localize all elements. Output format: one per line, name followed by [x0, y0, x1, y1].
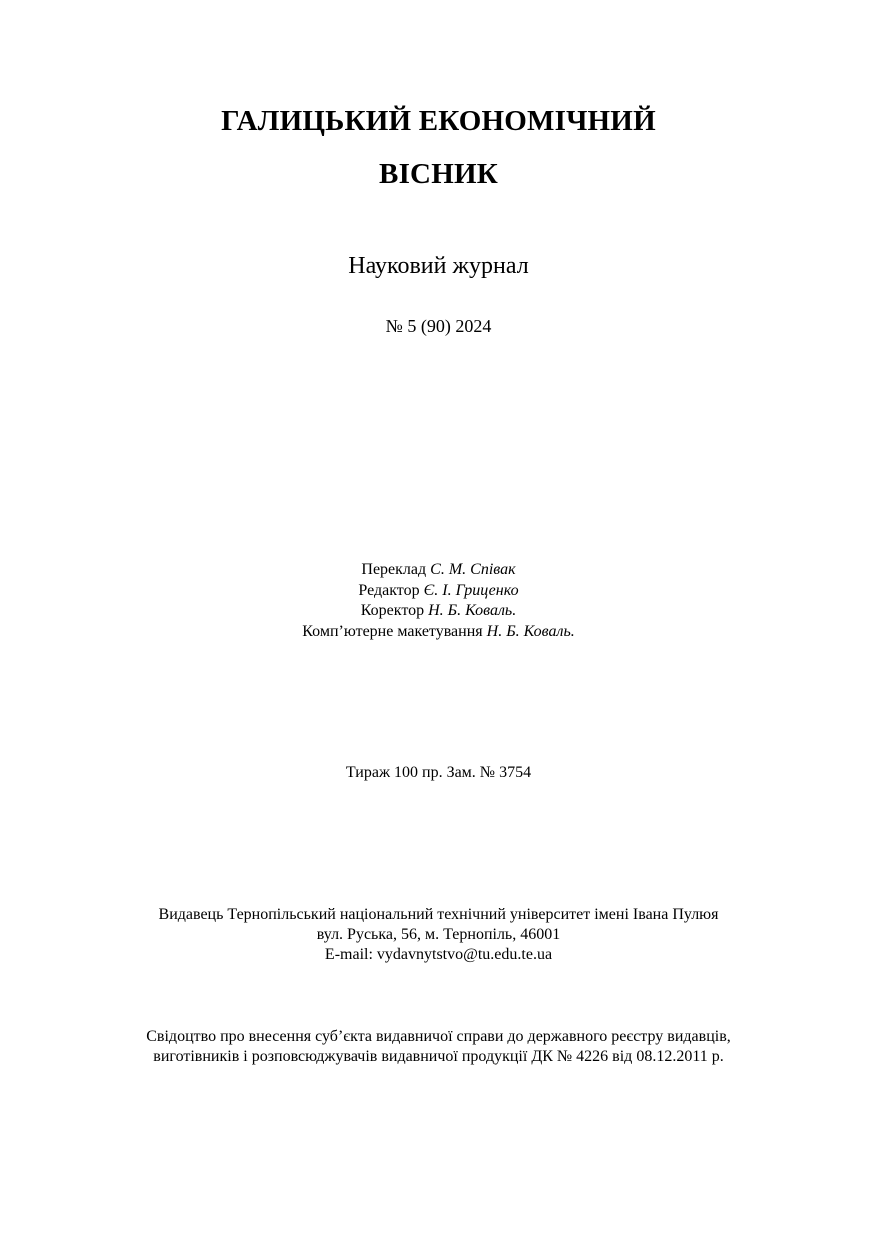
journal-title-line-1: ГАЛИЦЬКИЙ ЕКОНОМІЧНИЙ — [221, 105, 656, 137]
publisher-name: Видавець Тернопільський національний технічний університет імені Івана Пулюя — [158, 906, 719, 923]
credit-person: Є. І. Гриценко — [423, 581, 519, 599]
print-run: Тираж 100 пр. Зам. № 3754 — [345, 764, 532, 781]
certificate-line-2: виготівників і розповсюджувачів видавничої продукції ДК № 4226 від 08.12.2011 р. — [153, 1048, 724, 1065]
credits-block — [0, 560, 877, 642]
credit-editor — [0, 581, 877, 602]
certificate-line-1: Свідоцтво про внесення суб’єкта видавничої справи до державного реєстру видавців, — [146, 1028, 731, 1045]
credit-person: С. М. Співак — [430, 561, 516, 578]
registration-certificate — [0, 1027, 877, 1067]
credit-role: Коректор — [360, 602, 425, 619]
credit-person: Н. Б. Коваль. — [428, 602, 517, 619]
publisher-email: E-mail: vydavnytstvo@tu.edu.te.ua — [324, 946, 553, 963]
credit-role: Переклад — [361, 561, 427, 578]
journal-subtitle: Науковий журнал — [348, 253, 529, 279]
credit-role: Редактор — [358, 581, 420, 599]
publisher-block — [0, 905, 877, 965]
journal-title-line-2: ВІСНИК — [379, 158, 498, 190]
publisher-address: вул. Руська, 56, м. Тернопіль, 46001 — [316, 926, 561, 943]
issue-number: № 5 (90) 2024 — [385, 316, 492, 336]
credit-role: Комп’ютерне макетування — [302, 622, 483, 640]
credit-translation — [0, 560, 877, 581]
credit-layout — [0, 622, 877, 643]
credit-person: Н. Б. Коваль. — [486, 622, 575, 640]
credit-proofreader — [0, 601, 877, 622]
